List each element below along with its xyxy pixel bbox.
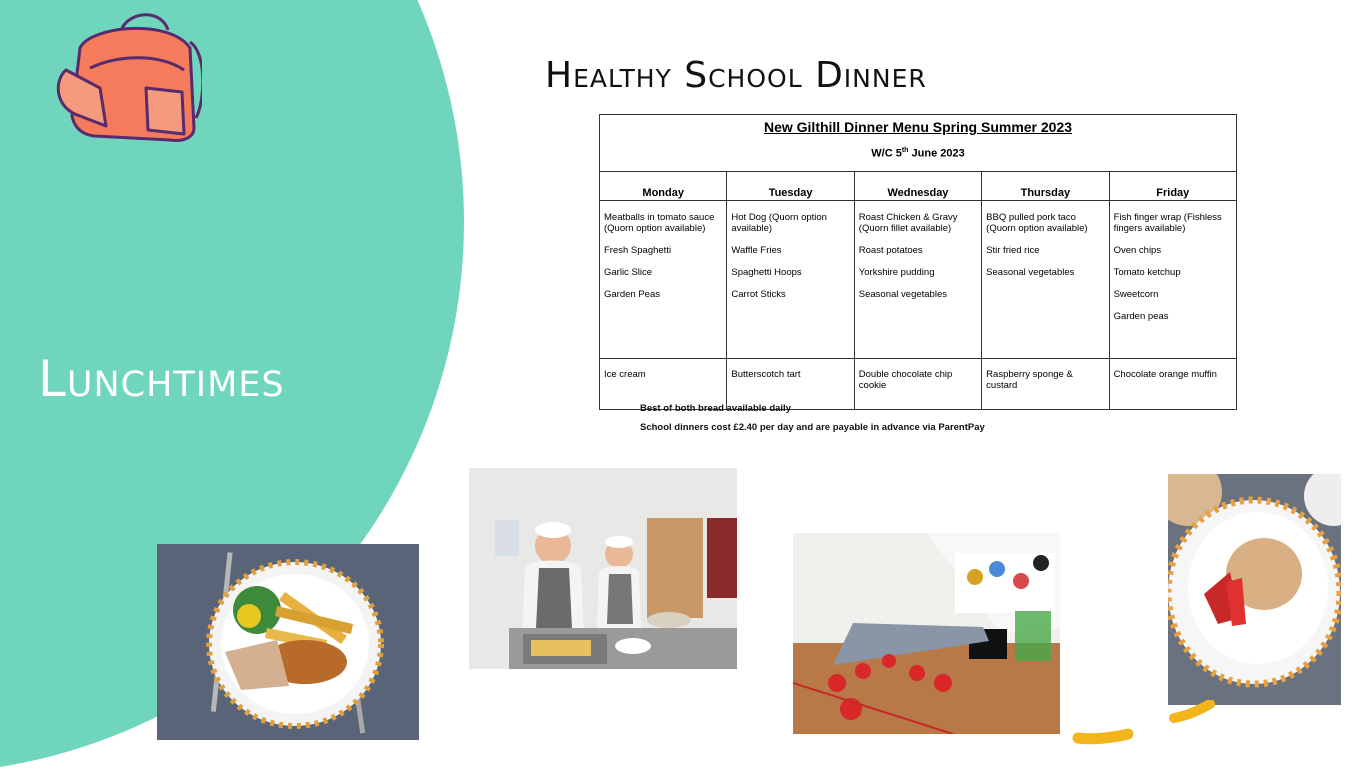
menu-notes bbox=[640, 403, 985, 441]
menu-title: New Gilthill Dinner Menu Spring Summer 2023 bbox=[763, 119, 1073, 135]
mains-wednesday bbox=[854, 201, 981, 359]
dessert-friday: Chocolate orange muffin bbox=[1109, 359, 1236, 410]
day-header-row bbox=[600, 172, 1237, 201]
menu-item: Stir fried rice bbox=[986, 245, 1040, 256]
backpack-icon bbox=[50, 8, 202, 144]
dessert-thursday: Raspberry sponge & custard bbox=[982, 359, 1109, 410]
mains-thursday bbox=[982, 201, 1109, 359]
photo-dessert-bowl bbox=[1168, 474, 1341, 705]
menu-table bbox=[599, 114, 1237, 410]
day-thursday: Thursday bbox=[982, 172, 1109, 201]
menu-item: Carrot Sticks bbox=[731, 289, 786, 300]
section-title: Lunchtimes bbox=[38, 350, 285, 408]
photo-dinner-hall bbox=[793, 533, 1060, 734]
dessert-tuesday: Butterscotch tart bbox=[727, 359, 854, 410]
note-cost: School dinners cost £2.40 per day and are payable in advance via ParentPay bbox=[640, 422, 985, 433]
menu-item: Garlic Slice bbox=[604, 267, 653, 278]
menu-item: Meatballs in tomato sauce (Quorn option available) bbox=[604, 212, 715, 234]
menu-item: Seasonal vegetables bbox=[858, 289, 947, 300]
menu-item: Yorkshire pudding bbox=[858, 267, 935, 278]
photo-fish-and-chips-plate bbox=[157, 544, 419, 740]
menu-item: Fish finger wrap (Fishless fingers available) bbox=[1113, 212, 1222, 234]
day-monday: Monday bbox=[600, 172, 727, 201]
day-wednesday: Wednesday bbox=[854, 172, 981, 201]
dessert-row bbox=[600, 359, 1237, 410]
menu-item: Fresh Spaghetti bbox=[604, 245, 672, 256]
mains-tuesday bbox=[727, 201, 854, 359]
menu-item: Tomato ketchup bbox=[1113, 267, 1181, 278]
yellow-brush-stroke bbox=[1168, 700, 1218, 726]
menu-item: Sweetcorn bbox=[1113, 289, 1159, 300]
photo-kitchen-staff bbox=[469, 468, 737, 669]
menu-item: BBQ pulled pork taco (Quorn option available) bbox=[986, 212, 1088, 234]
note-bread: Best of both bread available daily bbox=[640, 403, 791, 414]
dessert-wednesday: Double chocolate chip cookie bbox=[854, 359, 981, 410]
mains-row bbox=[600, 201, 1237, 359]
menu-header bbox=[600, 115, 1237, 172]
menu-item: Spaghetti Hoops bbox=[731, 267, 802, 278]
dessert-monday: Ice cream bbox=[600, 359, 727, 410]
menu-item: Oven chips bbox=[1113, 245, 1162, 256]
dinner-menu-document bbox=[599, 114, 1236, 410]
menu-item: Roast potatoes bbox=[858, 245, 923, 256]
menu-item: Waffle Fries bbox=[731, 245, 782, 256]
menu-item: Hot Dog (Quorn option available) bbox=[731, 212, 827, 234]
mains-monday bbox=[600, 201, 727, 359]
menu-item: Seasonal vegetables bbox=[986, 267, 1075, 278]
page-heading: Healthy School Dinner bbox=[545, 55, 927, 96]
mains-friday bbox=[1109, 201, 1236, 359]
yellow-brush-stroke bbox=[1072, 726, 1134, 748]
menu-item: Garden Peas bbox=[604, 289, 660, 300]
menu-item: Roast Chicken & Gravy (Quorn fillet available) bbox=[858, 212, 958, 234]
menu-week: W/C 5th June 2023 bbox=[871, 147, 965, 160]
menu-item: Garden peas bbox=[1113, 311, 1169, 322]
day-friday: Friday bbox=[1109, 172, 1236, 201]
day-tuesday: Tuesday bbox=[727, 172, 854, 201]
